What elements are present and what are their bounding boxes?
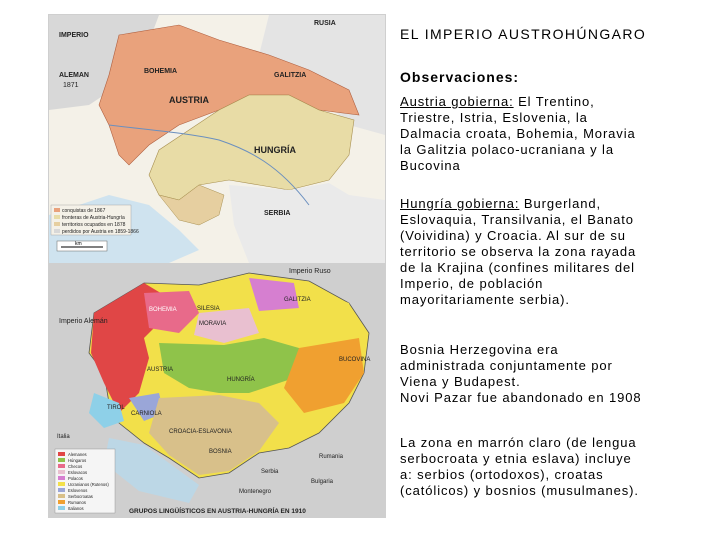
label-imperio-ruso: Imperio Ruso xyxy=(289,268,331,275)
slide-title: EL IMPERIO AUSTROHÚNGARO xyxy=(400,26,647,42)
legend-swatch xyxy=(58,452,65,456)
p3-line-1: administrada conjuntamente por xyxy=(400,358,613,373)
legend-label: Alemanes xyxy=(68,452,87,457)
legend-swatch xyxy=(58,494,65,498)
label-bohemia: BOHEMIA xyxy=(144,68,178,75)
legend-label: Serbocroatas xyxy=(68,494,93,499)
label-tirol: TIROL xyxy=(107,405,125,411)
p4-line-1: serbocroata y etnia eslava) incluye xyxy=(400,451,632,466)
legend-swatch xyxy=(58,464,65,468)
label-moravia: MORAVIA xyxy=(199,321,227,327)
label-hungria: HUNGRÍA xyxy=(254,145,296,155)
p3-line-0: Bosnia Herzegovina era xyxy=(400,342,559,357)
label-aleman: ALEMAN xyxy=(59,72,89,79)
p4-line-2: a: serbios (ortodoxos), croatas xyxy=(400,467,604,482)
linguistic-legend xyxy=(55,449,115,513)
legend-label: Italianos xyxy=(68,506,84,511)
p3-line-2: Viena y Budapest. xyxy=(400,374,521,389)
label-serbia-b: Serbia xyxy=(261,469,279,475)
scale-unit: km xyxy=(75,241,82,247)
maps-figure xyxy=(48,14,386,518)
p2-line-1: Eslovaquia, Transilvania, el Banato xyxy=(400,212,634,227)
legend-label: Rumanos xyxy=(68,500,86,505)
legend-swatch xyxy=(58,488,65,492)
legend-label: Húngaros xyxy=(68,458,87,463)
legend-label: Eslovacos xyxy=(68,470,88,475)
p1-line-1: Triestre, Istria, Eslovenia, la xyxy=(400,110,588,125)
paragraph-hungria-line xyxy=(400,196,700,212)
p2-line-0: Burgerland, xyxy=(519,196,601,211)
p1-line-4: Bucovina xyxy=(400,158,461,173)
label-bosnia: BOSNIA xyxy=(209,449,232,455)
p2-line-4: de la Krajina (confines militares del xyxy=(400,260,635,275)
legend-label: Ucranianos (Rutenos) xyxy=(68,482,109,487)
label-carniola: CARNIOLA xyxy=(131,411,162,417)
legend-label: Polacos xyxy=(68,476,83,481)
label-rusia: RUSIA xyxy=(314,20,336,27)
p3-line-3: Novi Pazar fue abandonado en 1908 xyxy=(400,390,642,405)
legend-top-3: perdidos por Austria en 1859-1866 xyxy=(62,229,139,235)
label-galitzia: GALITZIA xyxy=(274,72,307,79)
paragraph-marron xyxy=(400,435,700,499)
label-galitzia-b: GALITZIA xyxy=(284,297,311,303)
legend-swatch xyxy=(58,500,65,504)
p2-line-2: (Voividina) y Croacia. Al sur de su xyxy=(400,228,626,243)
top-map-legend xyxy=(51,205,139,235)
paragraph-hungria xyxy=(400,196,700,308)
label-croacia-eslavonia: CROACIA-ESLAVONIA xyxy=(169,429,232,435)
paragraph-bosnia xyxy=(400,342,700,406)
scale-bar xyxy=(57,241,107,251)
legend-top-0: conquistas de 1867 xyxy=(62,208,106,214)
linguistic-map xyxy=(49,263,385,517)
legend-label: Checos xyxy=(68,464,83,469)
p4-line-3: (católicos) y bosnios (musulmanes). xyxy=(400,483,639,498)
legend-top-2: territorios ocupados en 1878 xyxy=(62,222,126,228)
p2-line-6: mayoritariamente serbia). xyxy=(400,292,570,307)
label-austria: AUSTRIA xyxy=(169,95,209,105)
linguistic-map-title: GRUPOS LINGÜÍSTICOS EN AUSTRIA-HUNGRÍA EN 1910 xyxy=(129,508,306,515)
legend-swatch xyxy=(58,470,65,474)
legend-top-1: fronteras de Austria-Hungría xyxy=(62,215,125,221)
observations-heading: Observaciones: xyxy=(400,69,520,85)
political-map xyxy=(49,15,385,263)
p1-line-3: la Galitzia polaco-ucraniana y la xyxy=(400,142,614,157)
p1-line-2: Dalmacia croata, Bohemia, Moravia xyxy=(400,126,636,141)
label-imperio: IMPERIO xyxy=(59,32,89,39)
legend-swatch xyxy=(58,506,65,510)
austria-label: Austria gobierna: xyxy=(400,94,514,109)
legend-swatch xyxy=(58,482,65,486)
legend-swatch xyxy=(58,458,65,462)
label-serbia: SERBIA xyxy=(264,210,291,217)
p1-line-0: El Trentino, xyxy=(513,94,595,109)
paragraph-austria-line xyxy=(400,94,700,110)
p4-line-0: La zona en marrón claro (de lengua xyxy=(400,435,637,450)
paragraph-austria xyxy=(400,94,700,174)
hungria-label: Hungría gobierna: xyxy=(400,196,520,211)
label-1871: 1871 xyxy=(63,82,79,89)
label-montenegro: Montenegro xyxy=(239,489,272,495)
label-bucovina: BUCOVINA xyxy=(339,357,371,363)
label-austria-b: AUSTRIA xyxy=(147,367,174,373)
p2-line-5: Imperio, de población xyxy=(400,276,544,291)
legend-swatch xyxy=(58,476,65,480)
label-imperio-aleman: Imperio Alemán xyxy=(59,318,108,325)
label-silesia: SILESIA xyxy=(197,306,220,312)
p2-line-3: territorio se observa la zona rayada xyxy=(400,244,637,259)
legend-label: Eslovenos xyxy=(68,488,88,493)
label-rumania: Rumania xyxy=(319,454,344,460)
label-italia: Italia xyxy=(57,434,70,440)
label-bulgaria: Bulgaria xyxy=(311,479,334,485)
label-bohemia-b: BOHEMIA xyxy=(149,307,177,313)
label-hungria-b: HUNGRÍA xyxy=(227,377,255,383)
